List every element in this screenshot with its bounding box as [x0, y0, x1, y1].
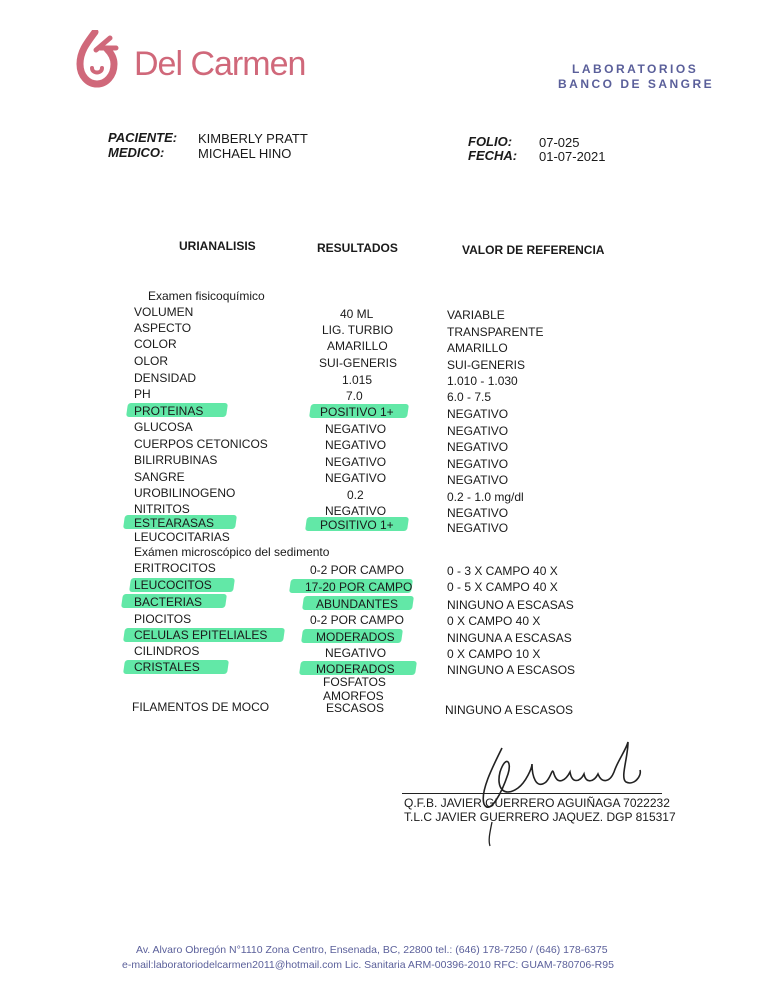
row-name: PROTEINAS	[134, 404, 204, 418]
row-name: PH	[134, 387, 151, 401]
row-result: NEGATIVO	[325, 471, 387, 485]
row-result: MODERADOS	[316, 630, 395, 644]
col-urianalisis-header: URIANALISIS	[179, 239, 256, 253]
row-ref: NEGATIVO	[447, 506, 509, 520]
row-result: 17-20 POR CAMPO	[305, 580, 413, 594]
row-result: AMARILLO	[327, 339, 388, 353]
section-microscopico: Exámen microscópico del sedimento	[134, 545, 330, 559]
section-fisicoquimico: Examen fisicoquímico	[148, 289, 265, 303]
row-result: 0-2 POR CAMPO	[310, 563, 405, 577]
row-ref: 6.0 - 7.5	[447, 390, 492, 404]
row-ref: NEGATIVO	[447, 473, 509, 487]
row-result: 0.2	[347, 488, 364, 502]
row-name: ESTEARASAS	[134, 516, 215, 530]
row-ref: 1.010 - 1.030	[447, 374, 518, 388]
row-ref: NEGATIVO	[447, 457, 509, 471]
row-name: BACTERIAS	[134, 595, 203, 609]
fecha-label: FECHA:	[468, 148, 518, 163]
row-ref: 0 - 3 X CAMPO 40 X	[447, 564, 558, 578]
row-result: ESCASOS	[326, 701, 385, 715]
row-ref: NINGUNO A ESCASAS	[447, 598, 574, 612]
row-result: 7.0	[346, 389, 363, 403]
col-resultados-header: RESULTADOS	[317, 241, 398, 255]
row-result: POSITIVO 1+	[320, 405, 394, 419]
row-name: LEUCOCITOS	[134, 578, 212, 592]
row-name: BILIRRUBINAS	[134, 453, 218, 467]
folio-value: 07-025	[539, 135, 580, 150]
row-ref: SUI-GENERIS	[447, 358, 526, 372]
row-name: CILINDROS	[134, 644, 200, 658]
row-result: POSITIVO 1+	[320, 518, 394, 532]
paciente-value: KIMBERLY PRATT	[198, 131, 308, 146]
lab-title-line1: LABORATORIOS	[572, 62, 699, 76]
paciente-label: PACIENTE:	[108, 130, 178, 145]
row-ref: NEGATIVO	[447, 521, 509, 535]
handwritten-signature-icon	[462, 732, 672, 848]
medico-value: MICHAEL HINO	[198, 146, 292, 161]
signature-line	[402, 793, 662, 794]
footer-contact: e-mail:laboratoriodelcarmen2011@hotmail.com Lic. Sanitaria ARM-00396-2010 RFC: GUAM-780706-R95	[122, 959, 614, 971]
row-ref: AMARILLO	[447, 341, 508, 355]
row-result: SUI-GENERIS	[319, 356, 398, 370]
row-name: NITRITOS	[134, 502, 190, 516]
row-ref: 0 X CAMPO 10 X	[447, 647, 541, 661]
row-result: NEGATIVO	[325, 438, 387, 452]
row-name: DENSIDAD	[134, 371, 197, 385]
medico-label: MEDICO:	[108, 145, 165, 160]
row-ref: NINGUNO A ESCASOS	[447, 663, 576, 677]
row-name: SANGRE	[134, 470, 185, 484]
row-ref: 0.2 - 1.0 mg/dl	[447, 490, 524, 504]
row-name: COLOR	[134, 337, 177, 351]
row-result: NEGATIVO	[325, 504, 387, 518]
logo-text: Del Carmen	[134, 45, 306, 83]
del-carmen-logo-icon	[72, 30, 122, 88]
row-name: CUERPOS CETONICOS	[134, 437, 268, 451]
row-ref: NINGUNO A ESCASOS	[445, 703, 574, 717]
row-ref: NINGUNA A ESCASAS	[447, 631, 572, 645]
row-result: NEGATIVO	[325, 455, 387, 469]
row-result: 1.015	[342, 373, 373, 387]
row-name: LEUCOCITARIAS	[134, 530, 230, 544]
row-name: CRISTALES	[134, 660, 200, 674]
row-result: ABUNDANTES	[316, 597, 399, 611]
row-ref: NEGATIVO	[447, 424, 509, 438]
lab-title-line2: BANCO DE SANGRE	[558, 77, 715, 91]
row-name: ASPECTO	[134, 321, 192, 335]
row-name: CELULAS EPITELIALES	[134, 628, 268, 642]
signature-line2: T.L.C JAVIER GUERRERO JAQUEZ. DGP 815317	[404, 810, 676, 824]
row-ref: 0 X CAMPO 40 X	[447, 614, 541, 628]
row-name: PIOCITOS	[134, 612, 192, 626]
row-result: 40 ML	[340, 307, 374, 321]
row-ref: 0 - 5 X CAMPO 40 X	[447, 580, 558, 594]
row-name: ERITROCITOS	[134, 561, 216, 575]
row-ref: NEGATIVO	[447, 407, 509, 421]
row-result: NEGATIVO	[325, 422, 387, 436]
row-name: UROBILINOGENO	[134, 486, 236, 500]
footer-address: Av. Alvaro Obregón N°1110 Zona Centro, Ensenada, BC, 22800 tel.: (646) 178-7250 / (646) 178-6375	[136, 944, 608, 956]
row-name: VOLUMEN	[134, 305, 194, 319]
row-ref: VARIABLE	[447, 308, 505, 322]
row-result: MODERADOS	[316, 662, 395, 676]
col-referencia-header: VALOR DE REFERENCIA	[462, 243, 605, 257]
folio-label: FOLIO:	[468, 134, 513, 149]
row-name: FILAMENTOS DE MOCO	[132, 700, 270, 714]
row-result: FOSFATOS	[323, 675, 386, 689]
row-result: NEGATIVO	[325, 646, 387, 660]
row-name: OLOR	[134, 354, 169, 368]
row-result: AMORFOS	[323, 689, 384, 703]
fecha-value: 01-07-2021	[539, 149, 606, 164]
row-name: GLUCOSA	[134, 420, 193, 434]
row-result: 0-2 POR CAMPO	[310, 613, 405, 627]
row-ref: TRANSPARENTE	[447, 325, 544, 339]
row-ref: NEGATIVO	[447, 440, 509, 454]
row-result: LIG. TURBIO	[322, 323, 394, 337]
signature-line1: Q.F.B. JAVIER GUERRERO AGUIÑAGA 7022232	[404, 796, 670, 810]
